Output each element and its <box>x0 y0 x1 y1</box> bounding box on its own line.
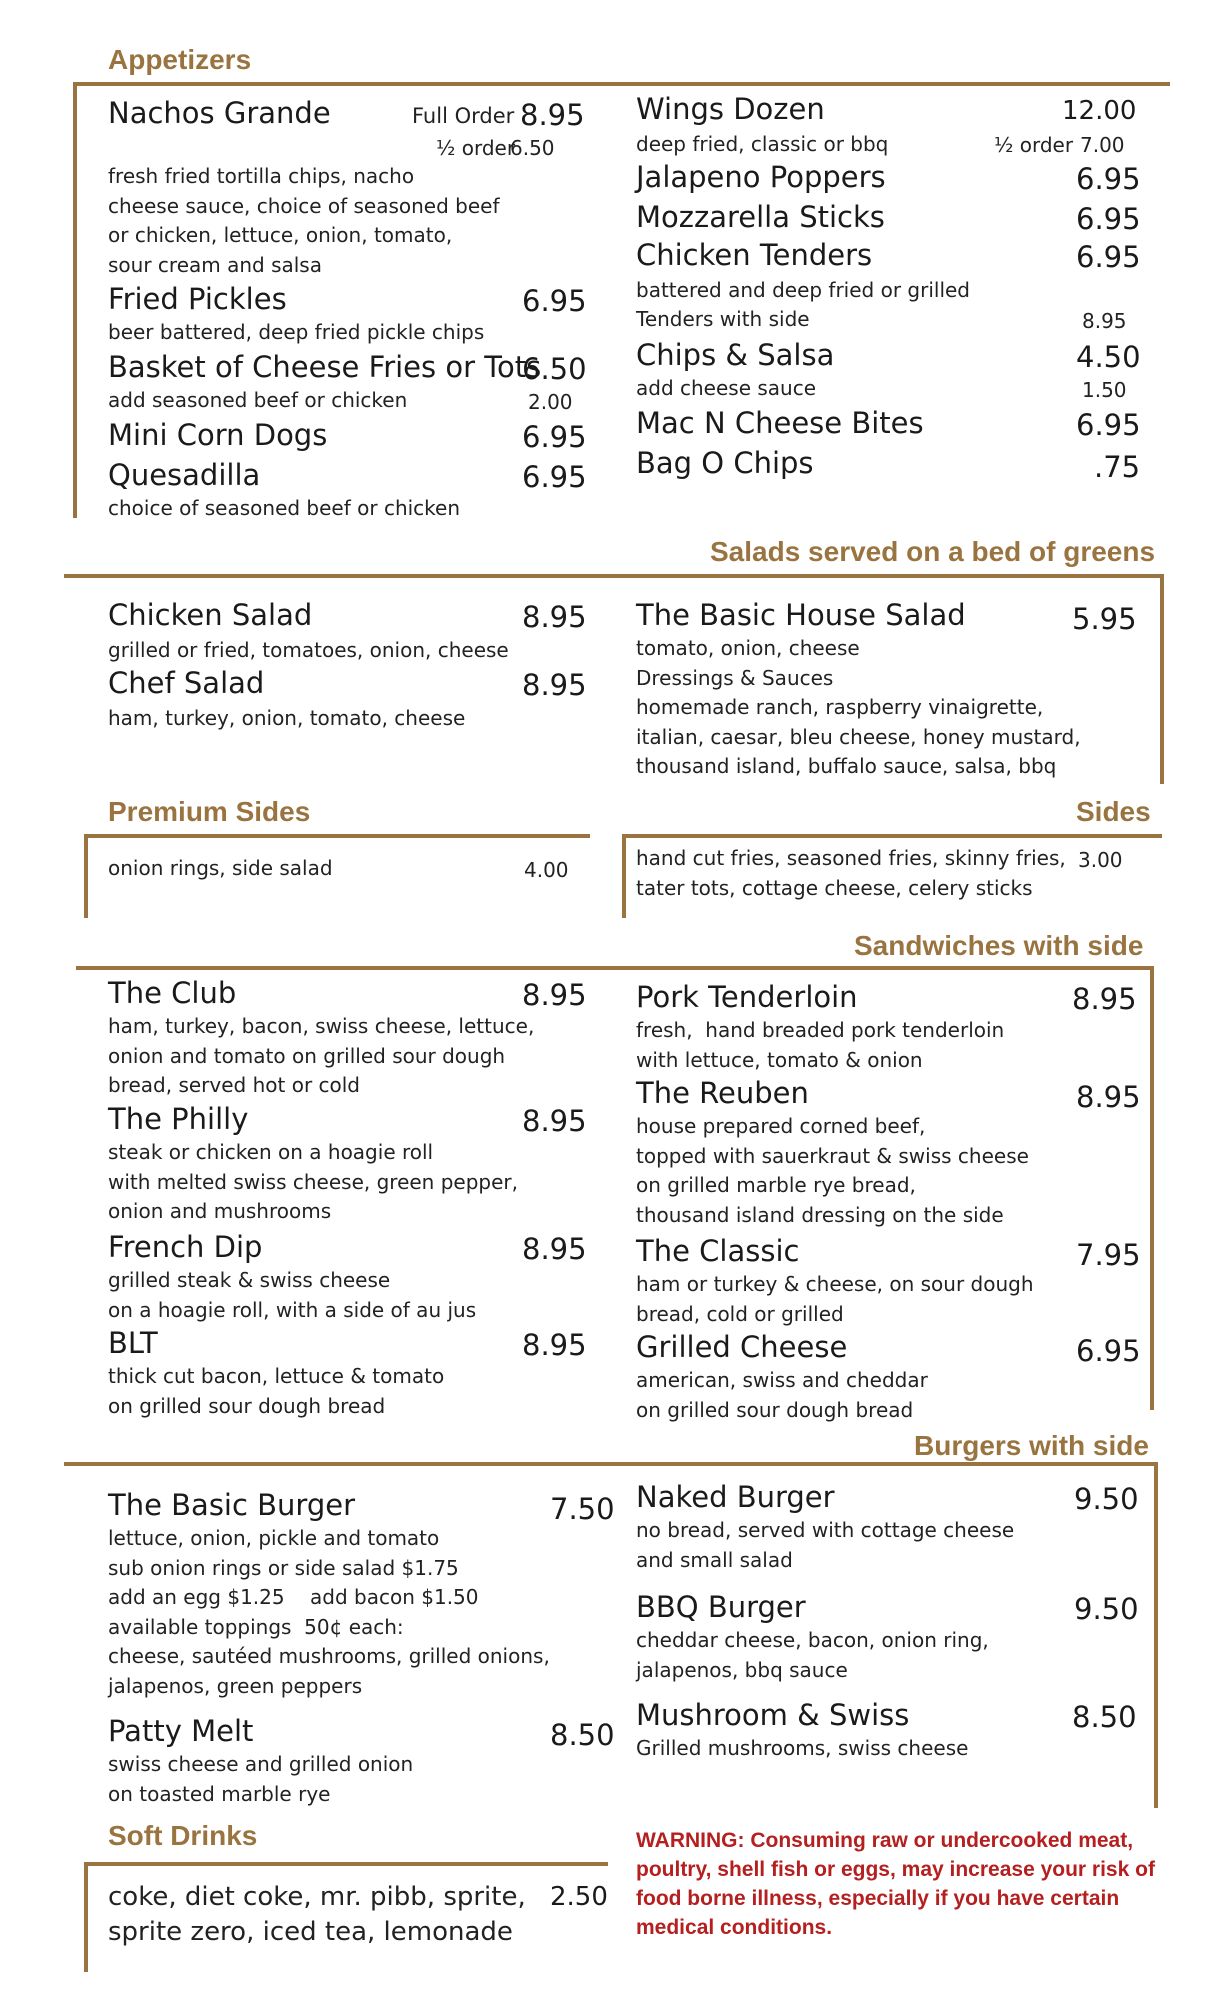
item-chicken-salad: Chicken Salad <box>108 598 313 632</box>
item-mac-cheese-bites: Mac N Cheese Bites <box>636 406 924 440</box>
reuben-price: 8.95 <box>1076 1080 1141 1114</box>
quesadilla-price: 6.95 <box>522 460 587 494</box>
salads-rule <box>64 574 1164 578</box>
house-salad-description: tomato, onion, cheese Dressings & Sauces homemade ranch, raspberry vinaigrette, italian, caesar, bleu cheese, honey mustard, thousand island, buffalo sauce, salsa, bbq <box>636 636 1081 778</box>
salads-header: Salads served on a bed of greens <box>710 536 1156 567</box>
classic-description: ham or turkey & cheese, on sour dough bread, cold or grilled <box>636 1272 1034 1326</box>
basic-burger-price: 7.50 <box>550 1492 615 1526</box>
blt-description: thick cut bacon, lettuce & tomato on grilled sour dough bread <box>108 1364 445 1418</box>
tenders-price: 6.95 <box>1076 240 1141 274</box>
item-the-club: The Club <box>108 976 237 1010</box>
salads-right-bar <box>1160 574 1164 784</box>
pork-tenderloin-description: fresh, hand breaded pork tenderloin with lettuce, tomato & onion <box>636 1018 1005 1072</box>
reuben-description: house prepared corned beef, topped with sauerkraut & swiss cheese on grilled marble rye bread, thousand island dressing on the side <box>636 1114 1029 1227</box>
item-grilled-cheese: Grilled Cheese <box>636 1330 848 1364</box>
mac-bites-price: 6.95 <box>1076 408 1141 442</box>
basic-burger-description: lettuce, onion, pickle and tomato sub onion rings or side salad $1.75 add an egg $1.25 add bacon $1.50 available toppings 50¢ each: cheese, sautéed mushrooms, grilled onions, jalapenos, green peppers <box>108 1526 550 1698</box>
grilled-cheese-price: 6.95 <box>1076 1334 1141 1368</box>
fried-pickles-price: 6.95 <box>522 284 587 318</box>
item-quesadilla: Quesadilla <box>108 458 261 492</box>
item-french-dip: French Dip <box>108 1230 263 1264</box>
premium-sides-price: 4.00 <box>524 858 569 882</box>
tenders-with-side-price: 8.95 <box>1082 309 1127 333</box>
sandwiches-right-bar <box>1150 966 1154 1410</box>
item-wings: Wings Dozen <box>636 92 825 126</box>
item-chicken-tenders: Chicken Tenders <box>636 238 873 272</box>
wings-half-label: ½ order <box>994 133 1074 157</box>
premium-sides-rule <box>84 834 590 838</box>
wings-half-price: 7.00 <box>1080 133 1125 157</box>
bag-chips-price: .75 <box>1094 450 1141 484</box>
item-bbq-burger: BBQ Burger <box>636 1590 806 1624</box>
item-house-salad: The Basic House Salad <box>636 598 966 632</box>
item-nachos-grande: Nachos Grande <box>108 96 331 130</box>
mushroom-swiss-description: Grilled mushrooms, swiss cheese <box>636 1736 969 1760</box>
burgers-right-bar <box>1154 1462 1158 1808</box>
philly-description: steak or chicken on a hoagie roll with melted swiss cheese, green pepper, onion and mushrooms <box>108 1140 518 1223</box>
appetizers-header: Appetizers <box>108 44 252 75</box>
cheese-fries-addon-price: 2.00 <box>528 390 573 414</box>
philly-price: 8.95 <box>522 1104 587 1138</box>
naked-burger-price: 9.50 <box>1074 1482 1139 1516</box>
item-the-reuben: The Reuben <box>636 1076 809 1110</box>
item-mushroom-swiss: Mushroom & Swiss <box>636 1698 910 1732</box>
fried-pickles-description: beer battered, deep fried pickle chips <box>108 320 485 344</box>
house-salad-price: 5.95 <box>1072 602 1137 636</box>
item-fried-pickles: Fried Pickles <box>108 282 287 316</box>
item-bag-o-chips: Bag O Chips <box>636 446 814 480</box>
sandwiches-header: Sandwiches with side <box>854 930 1144 961</box>
appetizers-left-bar <box>73 82 77 518</box>
chips-salsa-price: 4.50 <box>1076 340 1141 374</box>
corn-dogs-price: 6.95 <box>522 420 587 454</box>
sandwiches-rule <box>76 966 1154 970</box>
item-naked-burger: Naked Burger <box>636 1480 835 1514</box>
soft-drinks-left-bar <box>84 1862 88 1972</box>
soft-drinks-rule <box>84 1862 608 1866</box>
item-chef-salad: Chef Salad <box>108 666 265 700</box>
appetizers-rule <box>73 82 1170 86</box>
item-patty-melt: Patty Melt <box>108 1714 254 1748</box>
premium-sides-left-bar <box>84 834 88 918</box>
patty-melt-price: 8.50 <box>550 1718 615 1752</box>
chips-salsa-description: add cheese sauce <box>636 376 817 400</box>
quesadilla-description: choice of seasoned beef or chicken <box>108 496 461 520</box>
nachos-full-price: 8.95 <box>520 98 585 132</box>
bbq-burger-price: 9.50 <box>1074 1592 1139 1626</box>
chef-salad-description: ham, turkey, onion, tomato, cheese <box>108 706 466 730</box>
cheese-sauce-price: 1.50 <box>1082 378 1127 402</box>
item-mozzarella-sticks: Mozzarella Sticks <box>636 200 885 234</box>
burgers-rule <box>64 1462 1158 1466</box>
item-mini-corn-dogs: Mini Corn Dogs <box>108 418 328 452</box>
sides-rule <box>622 834 1162 838</box>
premium-sides-header: Premium Sides <box>108 796 311 827</box>
naked-burger-description: no bread, served with cottage cheese and small salad <box>636 1518 1015 1572</box>
tenders-description: battered and deep fried or grilled <box>636 278 971 302</box>
item-blt: BLT <box>108 1326 158 1360</box>
mozzarella-price: 6.95 <box>1076 202 1141 236</box>
bbq-burger-description: cheddar cheese, bacon, onion ring, jalapenos, bbq sauce <box>636 1628 989 1682</box>
nachos-half-label: ½ order <box>436 136 516 160</box>
nachos-half-price: 6.50 <box>510 136 555 160</box>
wings-description: deep fried, classic or bbq <box>636 132 889 156</box>
item-the-classic: The Classic <box>636 1234 800 1268</box>
cheese-fries-description: add seasoned beef or chicken <box>108 388 408 412</box>
premium-sides-description: onion rings, side salad <box>108 856 333 880</box>
nachos-full-label: Full Order <box>412 104 515 128</box>
cheese-fries-price: 6.50 <box>522 352 587 386</box>
sides-description: hand cut fries, seasoned fries, skinny fries, tater tots, cottage cheese, celery sticks <box>636 846 1066 900</box>
french-dip-price: 8.95 <box>522 1232 587 1266</box>
item-pork-tenderloin: Pork Tenderloin <box>636 980 858 1014</box>
item-jalapeno-poppers: Jalapeno Poppers <box>636 160 886 194</box>
chicken-salad-description: grilled or fried, tomatoes, onion, cheese <box>108 638 509 662</box>
soft-drinks-price: 2.50 <box>550 1882 608 1912</box>
club-price: 8.95 <box>522 978 587 1012</box>
sides-header: Sides <box>1076 796 1151 827</box>
pork-tenderloin-price: 8.95 <box>1072 982 1137 1016</box>
wings-price: 12.00 <box>1062 96 1137 126</box>
item-cheese-fries: Basket of Cheese Fries or Tots <box>108 350 542 384</box>
patty-melt-description: swiss cheese and grilled onion on toasted marble rye <box>108 1752 414 1806</box>
classic-price: 7.95 <box>1076 1238 1141 1272</box>
item-the-philly: The Philly <box>108 1102 249 1136</box>
item-chips-salsa: Chips & Salsa <box>636 338 835 372</box>
grilled-cheese-description: american, swiss and cheddar on grilled sour dough bread <box>636 1368 928 1422</box>
food-safety-warning: WARNING: Consuming raw or undercooked meat, poultry, shell fish or eggs, may increase your risk of food borne illness, especially if you have certain medical conditions. <box>636 1829 1155 1939</box>
sides-price: 3.00 <box>1078 848 1123 872</box>
sides-left-bar <box>622 834 626 918</box>
item-basic-burger: The Basic Burger <box>108 1488 356 1522</box>
french-dip-description: grilled steak & swiss cheese on a hoagie roll, with a side of au jus <box>108 1268 477 1322</box>
nachos-description: fresh fried tortilla chips, nacho cheese sauce, choice of seasoned beef or chicken, lettuce, onion, tomato, sour cream and salsa <box>108 164 500 277</box>
chef-salad-price: 8.95 <box>522 668 587 702</box>
club-description: ham, turkey, bacon, swiss cheese, lettuce, onion and tomato on grilled sour dough bread, served hot or cold <box>108 1014 535 1097</box>
burgers-header: Burgers with side <box>914 1430 1149 1461</box>
soft-drinks-header: Soft Drinks <box>108 1820 258 1851</box>
soft-drinks-description: coke, diet coke, mr. pibb, sprite, sprite zero, iced tea, lemonade <box>108 1882 526 1947</box>
mushroom-swiss-price: 8.50 <box>1072 1700 1137 1734</box>
chicken-salad-price: 8.95 <box>522 600 587 634</box>
blt-price: 8.95 <box>522 1328 587 1362</box>
jalapeno-price: 6.95 <box>1076 162 1141 196</box>
tenders-with-side-label: Tenders with side <box>636 307 810 331</box>
